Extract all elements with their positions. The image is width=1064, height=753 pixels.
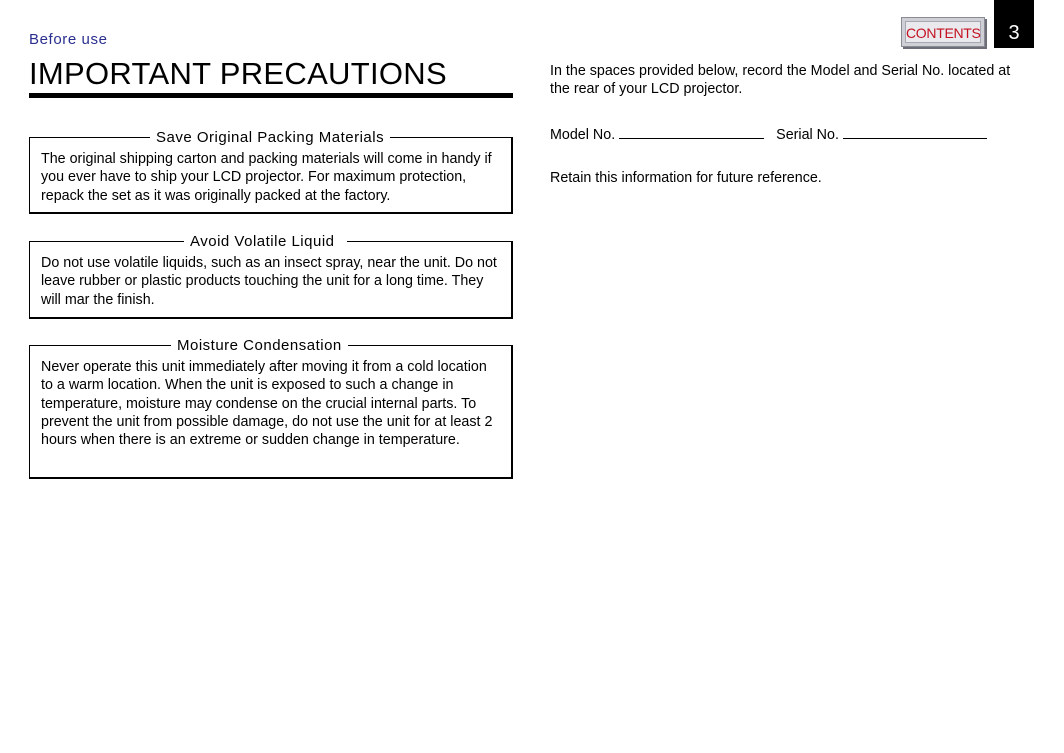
precaution-heading: Save Original Packing Materials	[150, 128, 390, 148]
precaution-box-volatile	[29, 233, 513, 319]
precaution-text: The original shipping carton and packing materials will come in handy if you ever have to ship your LCD projector. For maximum protection, repack the set as it was originally packed at the factory.	[41, 151, 492, 204]
contents-button-label: CONTENTS	[905, 21, 981, 43]
model-label: Model No.	[550, 127, 616, 143]
title-rule	[29, 93, 513, 98]
precaution-box-moisture	[29, 337, 513, 479]
retain-note: Retain this information for future reference.	[550, 170, 822, 186]
serial-label: Serial No.	[776, 127, 839, 143]
section-label: Before use	[29, 31, 108, 48]
contents-button[interactable]	[901, 17, 985, 47]
precaution-box-packing	[29, 129, 513, 214]
precaution-heading: Avoid Volatile Liquid	[184, 232, 347, 252]
precaution-heading: Moisture Condensation	[171, 336, 348, 356]
record-fields	[550, 124, 987, 143]
precaution-text: Never operate this unit immediately after moving it from a cold location to a warm location. When the unit is exposed to such a change in temperature, moisture may condense on the crucial internal parts. To prevent the unit from possible damage, do not use the unit for at least 2 hours when there is an extreme or sudden change in temperature.	[41, 359, 493, 449]
record-intro: In the spaces provided below, record the Model and Serial No. located at the rear of your LCD projector.	[550, 63, 1011, 97]
serial-number-field[interactable]	[843, 124, 987, 139]
page-number: 3	[994, 0, 1034, 48]
precaution-text: Do not use volatile liquids, such as an insect spray, near the unit. Do not leave rubber or plastic products touching the unit for a long time. They will mar the finish.	[41, 255, 497, 308]
page-title: IMPORTANT PRECAUTIONS	[29, 56, 447, 91]
model-number-field[interactable]	[619, 124, 764, 139]
